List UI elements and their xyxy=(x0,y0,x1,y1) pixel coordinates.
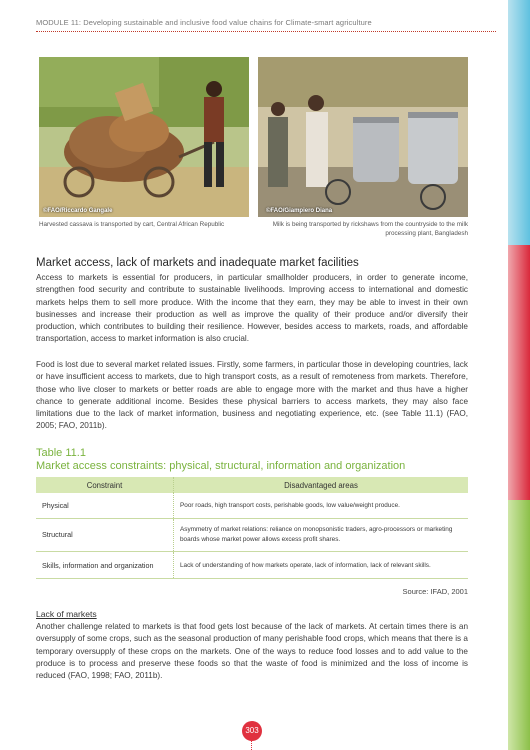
column-header: Constraint xyxy=(36,477,174,493)
photo-credit: ©FAO/Giampiero Diana xyxy=(266,208,333,214)
constraint-cell: Skills, information and organization xyxy=(36,552,174,579)
areas-cell: Lack of understanding of how markets operate, lack of information, lack of relevant skills. xyxy=(174,552,469,579)
side-color-strip-red xyxy=(508,245,530,500)
table-caption xyxy=(36,447,476,473)
photo-credit: ©FAO/Riccardo Gangale xyxy=(43,208,113,214)
page-number-dots xyxy=(251,741,252,750)
module-header: MODULE 11: Developing sustainable and inclusive food value chains for Climate-smart agriculture xyxy=(36,18,372,27)
body-paragraph: Another challenge related to markets is that food gets lost because of the lack of markets. At certain times there is an oversupply of some crops, such as the seasonal production of many perishable food crops, which means that there is a temporary oversupply of these crops on the markets. One of the ways to reduce food losses and to add value to the produce is to process and preserve these foods so that the waste of food is minimized and the loss of income is reduced (FAO, 1998; FAO, 2011b). xyxy=(36,622,468,681)
subsection-heading: Lack of markets xyxy=(36,609,97,619)
table-source: Source: IFAD, 2001 xyxy=(402,587,468,596)
areas-cell: Poor roads, high transport costs, perishable goods, low value/weight produce. xyxy=(174,493,469,519)
areas-cell: Asymmetry of market relations: reliance on monopsonistic traders, agro-processors or marketing boards whose market power allows excess profit shares. xyxy=(174,519,469,552)
constraint-cell: Physical xyxy=(36,493,174,519)
header-divider xyxy=(36,31,496,32)
table-header-row xyxy=(36,477,468,493)
photo-cassava-cart xyxy=(39,57,249,217)
constraints-table xyxy=(36,477,468,579)
photo-caption: Harvested cassava is transported by cart, Central African Republic xyxy=(39,221,225,228)
table-row xyxy=(36,493,468,519)
photo-milk-rickshaw xyxy=(258,57,468,217)
side-color-strip-blue xyxy=(508,0,530,245)
table-row xyxy=(36,519,468,552)
photo-caption: Milk is being transported by rickshaws from the countryside to the milk processing plant, Bangladesh xyxy=(272,221,468,237)
side-color-strip-green xyxy=(508,500,530,750)
body-paragraph: Access to markets is essential for producers, in particular smallholder producers, in order to generate income, strengthen food security and contribute to sustainable livelihoods. Improving access to international and domestic markets helps them to sell more produce. With the income that they earn, they may be able to invest in their own businesses and increase their production as well as improve the quality of their produce and/or diversify their production, which contributes to building their resilience. However, besides access to markets, roads, and affordable transportation, access to market information is also crucial. xyxy=(36,273,468,344)
table-row xyxy=(36,552,468,579)
table-title: Market access constraints: physical, structural, information and organization xyxy=(36,460,406,472)
column-header: Disadvantaged areas xyxy=(174,477,469,493)
page-number: 303 xyxy=(242,721,262,741)
table-number: Table 11.1 xyxy=(36,447,86,459)
section-heading: Market access, lack of markets and inadequate market facilities xyxy=(36,257,359,269)
constraint-cell: Structural xyxy=(36,519,174,552)
body-paragraph: Food is lost due to several market related issues. Firstly, some farmers, in particular those in developing countries, lack or have insufficient access to markets, due to high transport costs, as a result of remoteness from markets. Therefore, those who live closer to markets or better roads are able to engage more with the market and thus have a higher chance to generate additional income. Besides these physical barriers to access markets, they may also face limitations due to the lack of market information, business and negotiating experience, etc. (see Table 11.1) (FAO, 2005; FAO, 2011b). xyxy=(36,360,468,431)
